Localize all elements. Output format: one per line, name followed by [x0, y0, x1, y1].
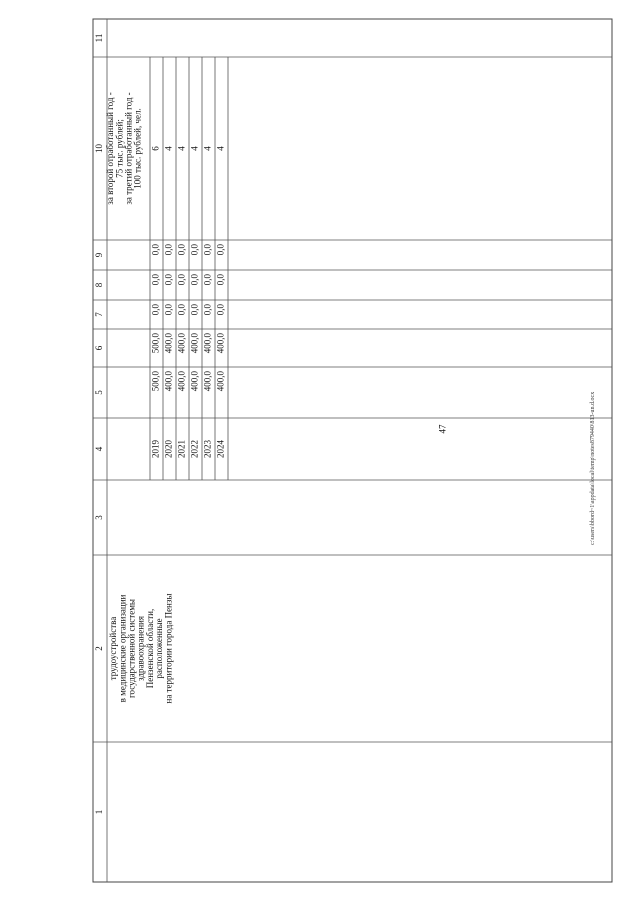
value-cell: 400,0	[215, 333, 226, 354]
value-cell: 0,0	[150, 274, 161, 286]
column-number: 9	[94, 252, 105, 258]
column-number: 3	[94, 515, 105, 520]
year-cell: 2023	[202, 440, 213, 458]
value-cell: 0,0	[163, 274, 174, 286]
column-number: 6	[94, 345, 105, 351]
section-title: в медицинские организации	[117, 594, 128, 703]
year-cell: 2020	[163, 440, 174, 458]
column-number: 1	[94, 809, 105, 815]
value-cell: 0,0	[176, 274, 187, 286]
column-number: 8	[94, 282, 105, 288]
value-cell: 0,0	[202, 244, 213, 256]
column-number: 11	[94, 33, 105, 43]
section-title: трудоустройства	[108, 616, 119, 681]
column-number: 5	[94, 390, 105, 395]
value-cell: 400,0	[176, 371, 187, 392]
value-cell: 0,0	[202, 274, 213, 286]
column-number: 7	[94, 312, 105, 317]
value-cell: 400,0	[215, 371, 226, 392]
column-number: 2	[94, 646, 105, 651]
value-cell: 0,0	[176, 244, 187, 256]
indicator-value: 6	[150, 146, 161, 151]
value-cell: 400,0	[189, 371, 200, 392]
value-cell: 0,0	[163, 244, 174, 256]
value-cell: 0,0	[163, 304, 174, 316]
value-cell: 0,0	[150, 244, 161, 256]
column-number: 10	[94, 144, 105, 153]
value-cell: 0,0	[215, 244, 226, 256]
value-cell: 0,0	[215, 304, 226, 316]
section-title: Пензенской области,	[144, 608, 155, 689]
indicator-text: 75 тыс. рублей;	[114, 119, 125, 178]
indicator-text: 100 тыс. рублей, чел.	[132, 108, 143, 189]
indicator-value: 4	[176, 146, 187, 151]
section-title: на территории города Пензы	[163, 593, 174, 704]
value-cell: 500,0	[150, 333, 161, 354]
section-title: расположенные	[154, 618, 165, 679]
column-number: 4	[94, 446, 105, 452]
value-cell: 0,0	[189, 304, 200, 316]
value-cell: 400,0	[163, 371, 174, 392]
section-title: государственной системы	[126, 599, 137, 698]
year-cell: 2024	[215, 440, 226, 458]
value-cell: 0,0	[202, 304, 213, 316]
indicator-value: 4	[163, 146, 174, 151]
value-cell: 400,0	[189, 333, 200, 354]
value-cell: 0,0	[189, 274, 200, 286]
year-cell: 2019	[150, 440, 161, 458]
value-cell: 400,0	[163, 333, 174, 354]
indicator-text: за третий отработанный год -	[123, 92, 134, 205]
value-cell: 0,0	[189, 244, 200, 256]
indicator-text: за второй отработанный год -	[105, 92, 116, 205]
value-cell: 400,0	[202, 333, 213, 354]
value-cell: 0,0	[215, 274, 226, 286]
value-cell: 0,0	[176, 304, 187, 316]
indicator-value: 4	[189, 146, 200, 151]
year-cell: 2021	[176, 440, 187, 458]
page-number: 47	[437, 424, 448, 434]
indicator-value: 4	[202, 146, 213, 151]
value-cell: 400,0	[202, 371, 213, 392]
value-cell: 400,0	[176, 333, 187, 354]
value-cell: 0,0	[150, 304, 161, 316]
indicator-value: 4	[215, 146, 226, 151]
year-cell: 2022	[189, 440, 200, 458]
footer-file-path: c:\users\bbord~1\appdata\local\temp\notes879440\813-un.d.ocx	[590, 391, 596, 545]
section-title: здравоохранения	[135, 615, 146, 682]
value-cell: 500,0	[150, 371, 161, 392]
